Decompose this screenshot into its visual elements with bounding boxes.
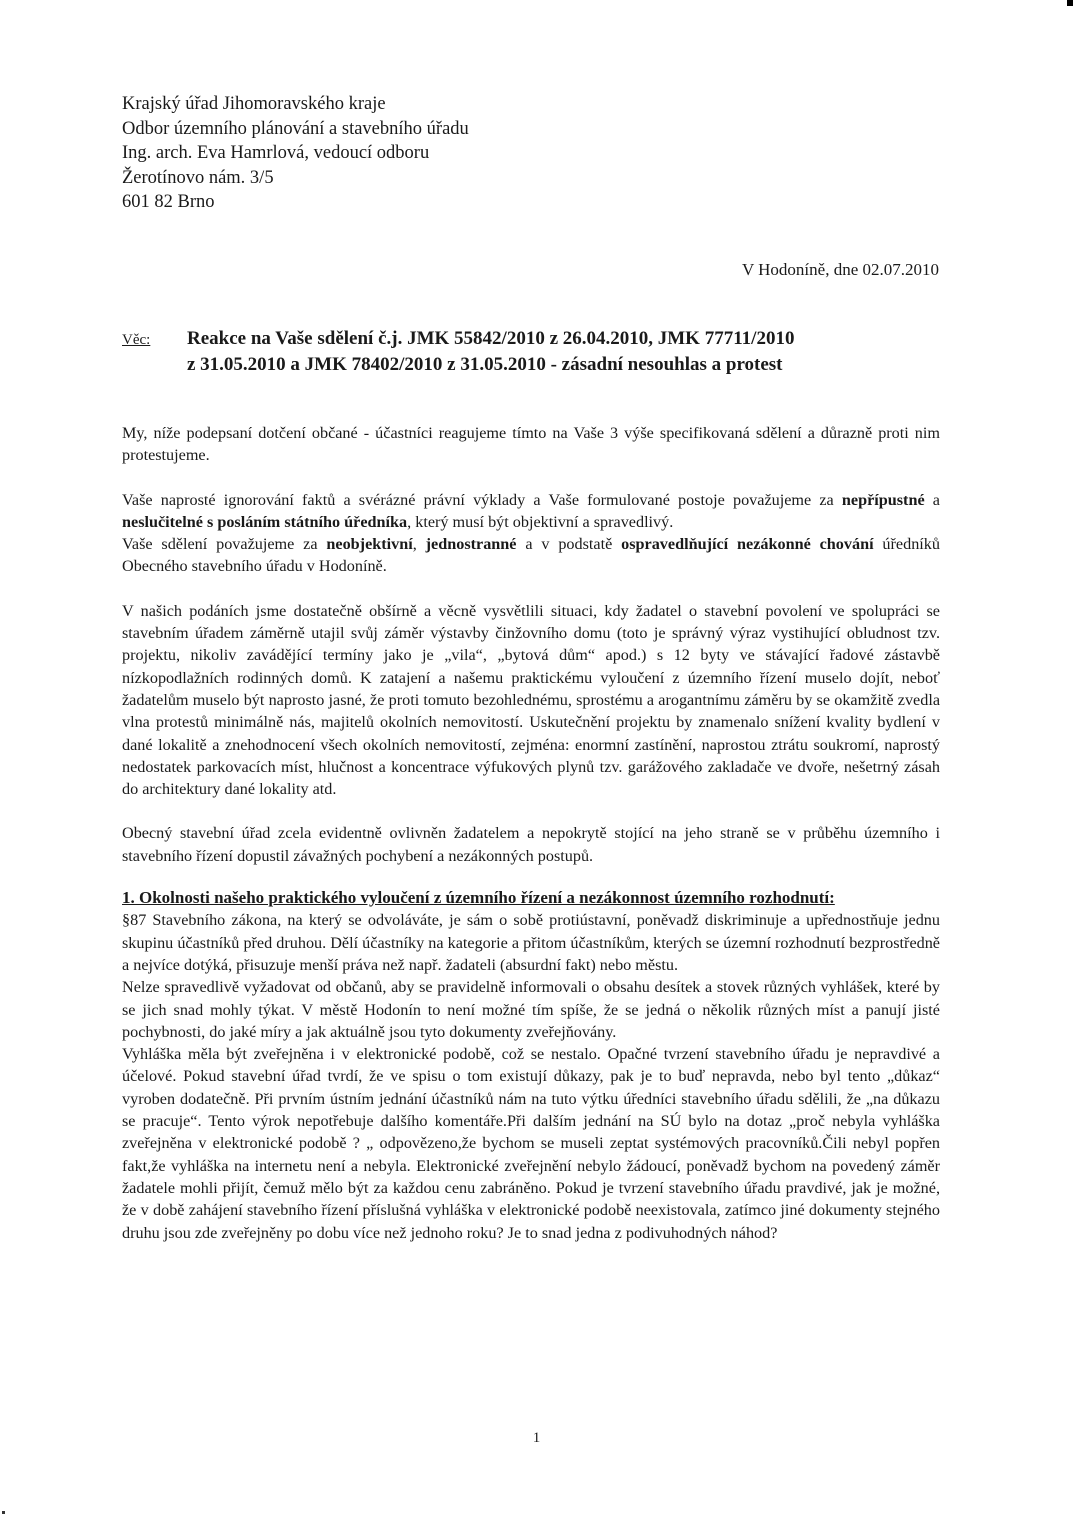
emphasis-text: ospravedlňující nezákonné chování: [621, 535, 874, 554]
section-heading: 1. Okolnosti našeho praktického vyloučení z územního řízení a nezákonnost územního rozhodnutí:: [122, 888, 835, 908]
recipient-address: [122, 92, 469, 215]
address-line: Ing. arch. Eva Hamrlová, vedoucí odboru: [122, 143, 430, 163]
text-run: a: [924, 490, 940, 509]
scan-artifact-mark: [1067, 0, 1073, 6]
emphasis-text: nepřípustné: [841, 490, 925, 509]
letter-body: [122, 422, 940, 1244]
address-line: Odbor územního plánování a stavebního úřadu: [122, 118, 469, 139]
emphasis-text: jednostranné: [425, 535, 517, 554]
address-line: Krajský úřad Jihomoravského kraje: [122, 94, 386, 114]
text-run: a v podstatě: [516, 535, 622, 554]
page-number: 1: [532, 1430, 541, 1446]
section-paragraph: Nelze spravedlivě vyžadovat od občanů, aby se pravidelně informovali o obsahu desítek a stovek různých vyhlášek, které by se jich snad mohly týkat. V městě Hodonín to není možné tím spíše, že se jedná o několik různých míst a panují jisté pochybnosti, do jaké míry a jak aktuálně jsou tyto dokumenty zveřejňovány.: [122, 978, 940, 1041]
paragraph-office: Obecný stavební úřad zcela evidentně ovlivněn žadatelem a nepokrytě stojící na jeho straně se v průběhu územního i stavebního řízení dopustil závažných pochybení a nezákonných postupů.: [122, 824, 940, 865]
text-run: Vaše sdělení považujeme za: [122, 535, 327, 554]
letter-date: V Hodoníně, dne 02.07.2010: [741, 260, 939, 279]
subject-line: z 31.05.2010 a JMK 78402/2010 z 31.05.2010 - zásadní nesouhlas a protest: [187, 354, 783, 375]
text-run: ,: [412, 535, 426, 554]
section-paragraph: Vyhláška měla být zveřejněna i v elektronické podobě, což se nestalo. Opačné tvrzení stavebního úřadu je nepravdivé a účelové. Pokud stavební úřad tvrdí, že ve spisu o tom existují důkazy, pak je to buď nepravda, nebo byl tento „důkaz“ vyroben dodatečně. Při prvním ústním jednání účastníků nám na tuto výtku úředníci stavebního úřadu sdělili, že „na důkazu se pracuje“. Tento výrok nepotřebuje dalšího komentáře.Při dalším jednání na SÚ bylo na dotaz „proč nebyla vyhláška zveřejněna v elektronické podobě ? „ odpovězeno,že bychom se museli zeptat systémových pracovníků.Čili nebyl popřen fakt,že vyhláška na internetu není a nebyla. Elektronické zveřejnění nebylo žádoucí, poněvadž bychom na povedený záměr žadatele mohli přijít, čemuž mělo být za každou cenu zabráněno. Pokud je tvrzení stavebního úřadu pravdivé, jak je možné, že v době zahájení stavebního řízení příslušná vyhláška v elektronické podobě neexistovala, zatímco jiné dokumenty stejného druhu jsou zde zveřejněny po dobu více než jednoho roku? Je to snad jedna z podivuhodných náhod?: [122, 1045, 940, 1242]
paragraph-intro: My, níže podepsaní dotčení občané - účastníci reagujeme tímto na Vaše 3 výše specifikovaná sdělení a důrazně proti nim protestujeme.: [122, 424, 940, 465]
emphasis-text: neslučitelné s posláním státního úředníka: [122, 512, 408, 531]
subject-label: Věc:: [122, 332, 151, 348]
text-run: Vaše naprosté ignorování faktů a svérázné právní výklady a Vaše formulované postoje považujeme za: [122, 490, 842, 509]
subject-line: Reakce na Vaše sdělení č.j. JMK 55842/2010 z 26.04.2010, JMK 77711/2010: [187, 328, 795, 349]
paragraph-situation: V našich podáních jsme dostatečně obšírně a věcně vysvětlili situaci, kdy žadatel o stavební povolení ve spolupráci se stavebním úřadem záměrně utajil svůj záměr výstavby činžovního domu (toto je správný výraz vystihující obludnost tzv. projektu, nikoliv zavádějící termíny jako je „vila“, „bytová dům“ apod.) s 12 byty ve stávající řadové zástavbě nízkopodlažních rodinných domů. K zatajení a našemu praktickému vyloučení z územního řízení muselo dojít, neboť žadatelům muselo být naprosto jasné, že proti tomuto bezohlednému, sprostému a arogantnímu záměru by se okamžitě zvedla vlna protestů minimálně nás, majitelů okolních nemovitostí. Uskutečnění projektu by znamenalo snížení kvality bydlení v dané lokalitě a znehodnocení všech okolních nemovitostí, zejména: enormní zastínění, naprostou ztrátu soukromí, naprostý nedostatek parkovacích míst, hlučnost a koncentrace výfukových plynů tzv. garážového zakladače ve dvoře, nešetrný zásah do architektury dané lokality atd.: [122, 601, 940, 799]
address-line: 601 82 Brno: [122, 192, 215, 212]
text-run: úředníků Obecného stavebního úřadu v Hodoníně.: [122, 535, 940, 576]
address-line: Žerotínovo nám. 3/5: [122, 167, 274, 188]
subject-heading: [187, 326, 947, 378]
emphasis-text: neobjektivní: [326, 535, 413, 554]
text-run: , který musí být objektivní a spravedlivý.: [407, 512, 674, 531]
paragraph-protest: [122, 489, 940, 578]
section-paragraph: §87 Stavebního zákona, na který se odvoláváte, je sám o sobě protiústavní, poněvadž diskriminuje a upřednostňuje jednu skupinu účastníků před druhou. Dělí účastníky na kategorie a přitom účastníkům, kterých se územní rozhodnutí bezprostředně a nejvíce dotýká, přisuzuje menší práva než např. žadateli (absurdní fakt) nebo městu.: [122, 911, 940, 974]
scan-artifact-mark: [2, 1511, 5, 1514]
